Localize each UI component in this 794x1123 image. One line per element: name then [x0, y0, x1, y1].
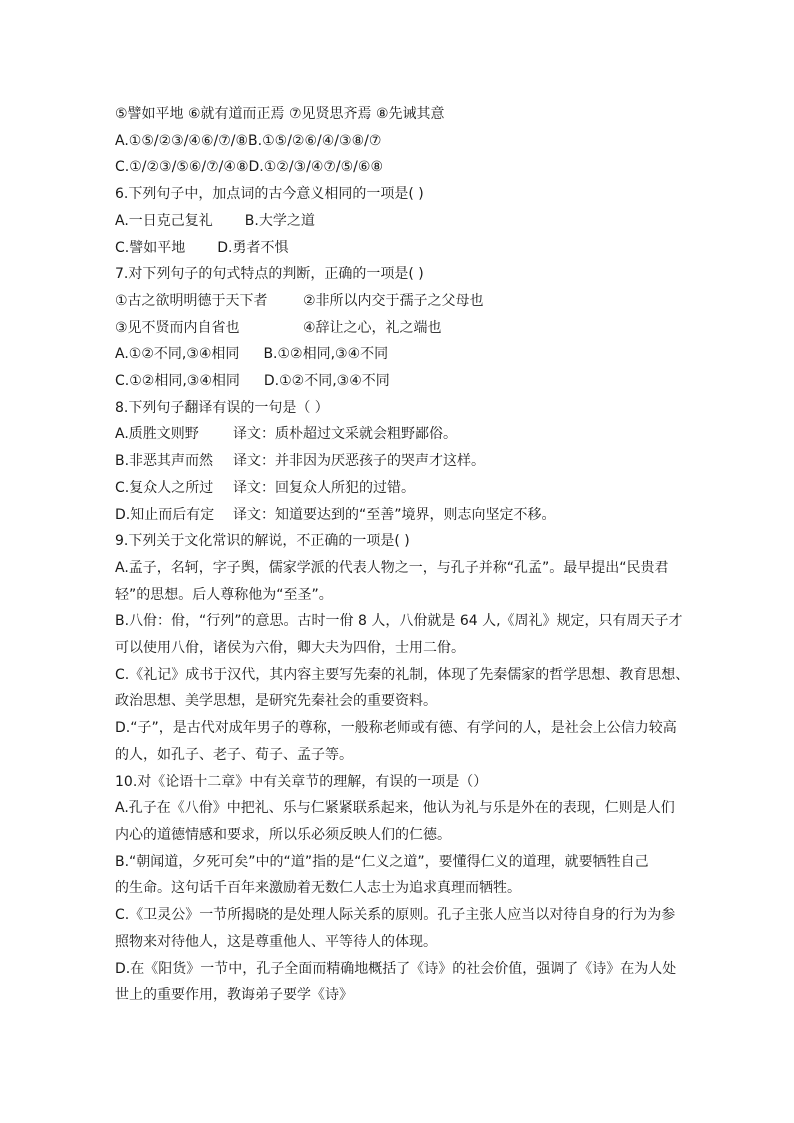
q7-options-ab: [115, 341, 704, 368]
q8-option-b: [115, 448, 704, 475]
q8-option-a-translation: 译文：质朴超过文采就会粗野鄙俗。: [233, 426, 457, 443]
q9-option-b-line-1: B.八佾：佾，“行列”的意思。古时一佾 8 人，八佾就是 64 人,《周礼》规定，只有周天子才: [115, 613, 683, 630]
q9-option-b-line-2: 可以使用八佾，诸侯为六佾，卿大夫为四佾，士用二佾。: [115, 640, 465, 657]
q9-option-a-line-1: A.孟子，名轲，字子舆，儒家学派的代表人物之一，与孔子并称“孔孟”。最早提出“民贵君: [115, 559, 669, 576]
q9-option-a-line-2: 轻”的思想。后人尊称他为“至圣”。: [115, 586, 333, 603]
q7-sentence-4: ④辞让之心，礼之端也: [303, 319, 442, 336]
q8-option-b-source: B.非恶其声而然: [115, 453, 214, 470]
q7-option-a: A.①②不同,③④相同: [115, 346, 240, 363]
q7-sentences-34: [115, 315, 704, 342]
q7-title: 7.对下列句子的句式特点的判断，正确的一项是( ): [115, 266, 424, 283]
q6-option-b: B.大学之道: [244, 212, 315, 229]
q5-options-line-1: A.①⑤/②③/④⑥/⑦/⑧B.①⑤/②⑥/④/③⑧/⑦: [115, 132, 382, 149]
q8-option-c-source: C.复众人之所过: [115, 479, 214, 496]
q8-option-d-source: D.知止而后有定: [115, 506, 215, 523]
q6-option-c: C.譬如平地: [115, 239, 186, 256]
q10-option-a-line-1: A.孔子在《八佾》中把礼、乐与仁紧紧联系起来，他认为礼与乐是外在的表现，仁则是人们: [115, 800, 675, 817]
q6-option-a: A.一日克己复礼: [115, 212, 213, 229]
q10-option-d-line-2: 世上的重要作用，教诲弟子要学《诗》: [115, 987, 353, 1004]
q7-option-d: D.①②不同,③④不同: [263, 373, 390, 390]
q6-title: 6.下列句子中，加点词的古今意义相同的一项是( ): [115, 186, 424, 203]
q9-option-c-line-1: C.《礼记》成书于汉代，其内容主要写先秦的礼制，体现了先秦儒家的哲学思想、教育思想、: [115, 666, 690, 683]
q6-options-cd: [115, 235, 704, 262]
q7-option-c: C.①②相同,③④相同: [115, 373, 240, 390]
q8-title: 8.下列句子翻译有误的一句是（ ）: [115, 399, 329, 416]
q10-option-b-line-1: B.“朝闻道，夕死可矣”中的“道”指的是“仁义之道”，要懂得仁义的道理，就要牺牲自己: [115, 853, 649, 870]
q8-option-b-translation: 译文：并非因为厌恶孩子的哭声才这样。: [233, 453, 485, 470]
q8-option-a-source: A.质胜文则野: [115, 426, 199, 443]
q8-option-d: [115, 502, 704, 529]
q5-options-line-2: C.①/②③/⑤⑥/⑦/④⑧D.①②/③/④⑦/⑤/⑥⑧: [115, 159, 384, 176]
q8-option-c: [115, 475, 704, 502]
q9-option-d-line-1: D.“子”，是古代对成年男子的尊称，一般称老师或有德、有学问的人，是社会上公信力较高: [115, 720, 677, 737]
q9-title: 9.下列关于文化常识的解说，不正确的一项是( ): [115, 533, 410, 550]
q7-sentence-2: ②非所以内交于孺子之父母也: [303, 292, 484, 309]
q7-sentence-3: ③见不贤而内自省也: [115, 319, 240, 336]
q6-options-ab: [115, 208, 704, 235]
q8-option-a: [115, 421, 704, 448]
q6-option-d: D.勇者不惧: [217, 239, 289, 256]
q10-option-d-line-1: D.在《阳货》一节中，孔子全面而精确地概括了《诗》的社会价值，强调了《诗》在为人处: [115, 960, 677, 977]
q9-option-c-line-2: 政治思想、美学思想，是研究先秦社会的重要资料。: [115, 693, 437, 710]
q7-options-cd: [115, 368, 704, 395]
q10-option-c-line-2: 照物来对待他人，这是尊重他人、平等待人的体现。: [115, 933, 437, 950]
q10-option-b-line-2: 的生命。这句话千百年来激励着无数仁人志士为追求真理而牺牲。: [115, 880, 521, 897]
q10-title: 10.对《论语十二章》中有关章节的理解，有误的一项是（）: [115, 773, 488, 790]
q8-option-d-translation: 译文：知道要达到的“至善”境界，则志向坚定不移。: [233, 506, 556, 523]
q7-sentences-12: [115, 288, 704, 315]
q10-option-a-line-2: 内心的道德情感和要求，所以乐必须反映人们的仁德。: [115, 826, 451, 843]
q5-items-line: ⑤譬如平地 ⑥就有道而正焉 ⑦见贤思齐焉 ⑧先诫其意: [115, 106, 445, 122]
q7-option-b: B.①②相同,③④不同: [263, 346, 389, 363]
q7-sentence-1: ①古之欲明明德于天下者: [115, 292, 268, 309]
q9-option-d-line-2: 的人，如孔子、老子、荀子、孟子等。: [115, 746, 353, 763]
q8-option-c-translation: 译文：回复众人所犯的过错。: [233, 479, 415, 496]
q10-option-c-line-1: C.《卫灵公》一节所揭晓的是处理人际关系的原则。孔子主张人应当以对待自身的行为为参: [115, 907, 676, 924]
